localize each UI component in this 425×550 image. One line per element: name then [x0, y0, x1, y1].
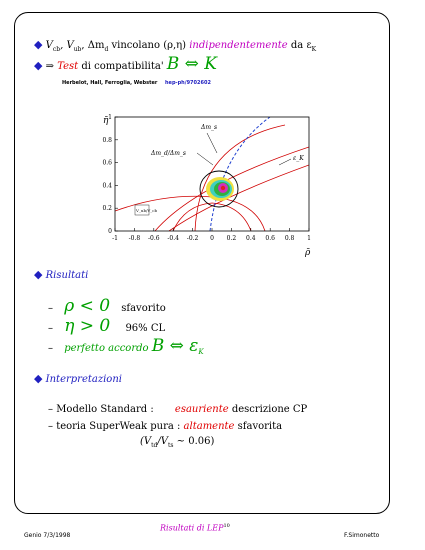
interpretations-heading: Interpretazioni: [45, 374, 122, 385]
dm-circle-red: [195, 125, 285, 231]
reference-authors: Herbelot, Hall, Ferroglia, Webster: [62, 80, 158, 86]
bullet-diamond-icon: ◆: [34, 59, 43, 72]
dms-label: Δm_s: [201, 124, 218, 131]
vub-sub: ub: [73, 46, 82, 53]
axis-ticks: [102, 114, 310, 242]
interpretations-heading-row: [34, 372, 122, 385]
bullet-diamond-icon: ◆: [34, 372, 43, 385]
formula-close: ~ 0.06): [173, 436, 215, 447]
x-tick-label: -0.2: [186, 235, 199, 242]
vcb-sub: cb: [52, 46, 61, 53]
sw-label: teoria SuperWeak pura :: [56, 421, 184, 432]
x-axis-label: ρ̄: [305, 248, 311, 258]
interp-item-superweak: [48, 421, 282, 432]
bullet-diamond-icon: ◆: [34, 38, 43, 51]
b-epsk-equivalence: B ⇔ ε: [151, 336, 199, 356]
sm-label: Modello Standard :: [56, 404, 157, 415]
y-tick-label: 0: [108, 228, 112, 235]
x-tick-label: 0.8: [284, 235, 295, 242]
dmd-symbol: , Δm: [81, 40, 105, 51]
sw-desc: sfavorita: [234, 421, 283, 432]
x-tick-label: -1: [112, 235, 118, 242]
independently-highlight: indipendentemente: [189, 40, 288, 51]
dmd-dms-label: Δm_d/Δm_s: [151, 150, 186, 157]
dms-arrow: [207, 133, 217, 153]
vub-vcb-label: V_ub/V_cb: [136, 208, 158, 213]
x-tick-label: 0.6: [265, 235, 275, 242]
vtd-vts-formula: [140, 436, 214, 449]
formula-open: (V: [140, 436, 152, 447]
compatibility-text: di compatibilita': [78, 61, 167, 72]
vub-symbol: , V: [60, 40, 74, 51]
dash: –: [48, 404, 53, 415]
x-tick-label: 0.4: [246, 235, 256, 242]
test-label: Test: [57, 61, 79, 72]
epsk-sub: K: [198, 348, 204, 356]
sm-highlight: esauriente: [174, 404, 229, 415]
epsk-label: ε_K: [293, 155, 304, 162]
footer-page-number: 10: [223, 523, 230, 529]
y-tick-label: 1: [108, 114, 112, 121]
contour-center: [221, 186, 225, 190]
result-item-agreement: [48, 336, 204, 356]
x-tick-label: 0: [210, 235, 214, 242]
bullet-ckm-constraints: [34, 38, 316, 53]
eta-inequality: η > 0: [64, 316, 111, 336]
agreement-text: perfetto accordo: [64, 343, 149, 354]
formula-mid: /V: [157, 436, 168, 447]
y-axis-label: η̄: [103, 116, 109, 126]
footer-author: F.Simonetto: [344, 532, 380, 539]
constraint-text: vincolano (ρ,η): [108, 40, 190, 51]
interp-item-standard-model: [48, 404, 307, 415]
vcb-symbol: V: [45, 40, 53, 51]
results-heading: Risultati: [45, 270, 89, 281]
x-tick-label: -0.8: [128, 235, 141, 242]
dash: –: [48, 421, 53, 432]
implies-arrow: ⇒: [45, 61, 55, 72]
footer-title: Risultati di LEP: [160, 523, 224, 533]
bullet-compatibility-test: [34, 54, 217, 74]
dash: –: [48, 303, 53, 314]
rho-inequality: ρ < 0: [64, 296, 111, 316]
x-tick-label: 1: [307, 235, 311, 242]
epsk-arrow: [279, 159, 291, 165]
x-tick-label: 0.2: [226, 235, 237, 242]
formula-sub2: ts: [167, 442, 174, 449]
result-item-rho: [48, 296, 166, 316]
footer-date: Genio 7/3/1998: [24, 532, 71, 539]
bullet-diamond-icon: ◆: [34, 268, 43, 281]
footer-center: [160, 523, 230, 533]
y-tick-label: 0.2: [102, 205, 112, 213]
vub-circle-inner: [173, 203, 251, 231]
rho-note: sfavorito: [121, 303, 166, 314]
plot-frame: [115, 117, 309, 231]
sw-highlight: altamente: [183, 421, 235, 432]
b-k-equivalence: B ⇔ K: [166, 54, 217, 74]
result-item-eta: [48, 316, 165, 336]
rho-eta-contour-plot: [95, 113, 325, 273]
x-tick-label: -0.6: [148, 235, 160, 242]
epsilon-k-curve-lower: [169, 165, 309, 231]
y-tick-label: 0.6: [102, 159, 112, 167]
sm-desc: descrizione CP: [228, 404, 308, 415]
x-tick-label: -0.4: [167, 235, 179, 242]
eta-note: 96% CL: [125, 323, 166, 334]
formula-sub1: td: [151, 442, 158, 449]
y-tick-label: 0.8: [102, 136, 112, 144]
dmd-arrow: [197, 153, 213, 165]
dash: –: [48, 343, 53, 354]
y-tick-label: 0.4: [102, 182, 112, 190]
reference-arxiv: hep-ph/9702602: [165, 80, 211, 86]
epsilon-sub: K: [311, 46, 317, 53]
results-heading-row: [34, 268, 88, 281]
dash: –: [48, 323, 53, 334]
dmd-sub: d: [104, 46, 109, 53]
epsilon-text: da ε: [287, 40, 312, 51]
